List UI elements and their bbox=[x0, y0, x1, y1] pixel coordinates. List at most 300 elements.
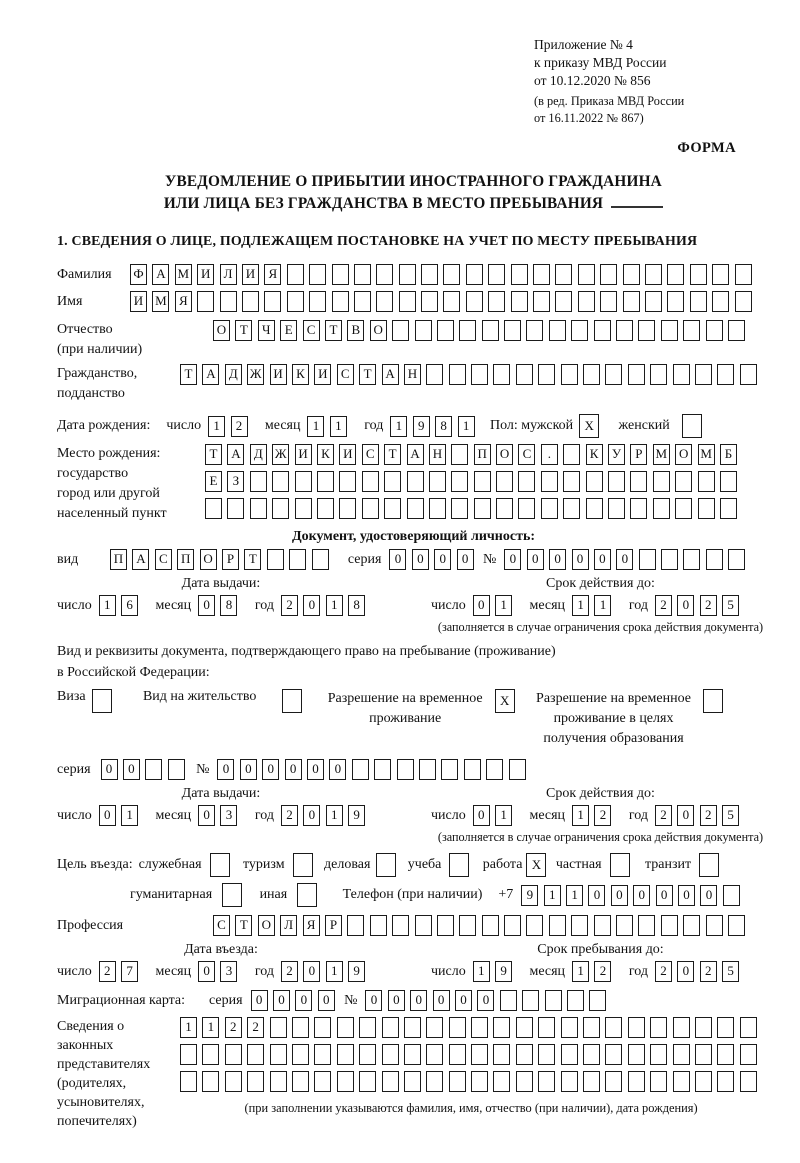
char-box[interactable] bbox=[247, 1044, 264, 1065]
char-box[interactable]: 0 bbox=[527, 549, 544, 570]
char-box[interactable]: 0 bbox=[678, 885, 695, 906]
char-box[interactable] bbox=[645, 264, 662, 285]
char-box[interactable] bbox=[623, 264, 640, 285]
char-box[interactable] bbox=[287, 291, 304, 312]
char-box[interactable] bbox=[675, 471, 692, 492]
char-box[interactable] bbox=[533, 264, 550, 285]
char-box[interactable]: 2 bbox=[594, 805, 611, 826]
char-box[interactable]: 0 bbox=[677, 805, 694, 826]
char-box[interactable] bbox=[561, 364, 578, 385]
char-box[interactable] bbox=[740, 1044, 757, 1065]
char-box[interactable]: 0 bbox=[473, 595, 490, 616]
char-box[interactable] bbox=[518, 471, 535, 492]
char-box[interactable] bbox=[703, 689, 723, 713]
char-box[interactable] bbox=[309, 264, 326, 285]
char-box[interactable] bbox=[347, 915, 364, 936]
char-box[interactable] bbox=[449, 1071, 466, 1092]
char-box[interactable] bbox=[471, 1017, 488, 1038]
char-box[interactable]: П bbox=[110, 549, 127, 570]
char-box[interactable]: З bbox=[227, 471, 244, 492]
char-box[interactable] bbox=[488, 291, 505, 312]
char-box[interactable] bbox=[561, 1071, 578, 1092]
char-box[interactable] bbox=[250, 498, 267, 519]
char-box[interactable] bbox=[437, 320, 454, 341]
char-box[interactable]: 0 bbox=[433, 990, 450, 1011]
char-box[interactable]: С bbox=[362, 444, 379, 465]
char-box[interactable] bbox=[526, 320, 543, 341]
char-box[interactable]: 1 bbox=[458, 416, 475, 437]
char-box[interactable] bbox=[449, 1017, 466, 1038]
char-box[interactable] bbox=[180, 1044, 197, 1065]
char-box[interactable]: 0 bbox=[588, 885, 605, 906]
char-box[interactable] bbox=[740, 364, 757, 385]
char-box[interactable]: И bbox=[197, 264, 214, 285]
char-box[interactable]: 0 bbox=[285, 759, 302, 780]
char-box[interactable]: 0 bbox=[198, 805, 215, 826]
char-box[interactable] bbox=[628, 1071, 645, 1092]
char-box[interactable] bbox=[583, 1044, 600, 1065]
char-box[interactable] bbox=[683, 549, 700, 570]
char-box[interactable] bbox=[583, 364, 600, 385]
char-box[interactable] bbox=[661, 320, 678, 341]
char-box[interactable]: 0 bbox=[455, 990, 472, 1011]
char-box[interactable] bbox=[415, 915, 432, 936]
char-box[interactable] bbox=[352, 759, 369, 780]
char-box[interactable]: А bbox=[227, 444, 244, 465]
char-box[interactable] bbox=[227, 498, 244, 519]
char-box[interactable] bbox=[690, 264, 707, 285]
char-box[interactable] bbox=[728, 320, 745, 341]
char-box[interactable] bbox=[488, 264, 505, 285]
char-box[interactable]: 2 bbox=[231, 416, 248, 437]
char-box[interactable] bbox=[623, 291, 640, 312]
char-box[interactable] bbox=[578, 264, 595, 285]
char-box[interactable] bbox=[538, 1044, 555, 1065]
char-box[interactable]: 8 bbox=[220, 595, 237, 616]
char-box[interactable]: 1 bbox=[202, 1017, 219, 1038]
char-box[interactable]: 1 bbox=[572, 805, 589, 826]
char-box[interactable]: 0 bbox=[473, 805, 490, 826]
char-box[interactable] bbox=[482, 320, 499, 341]
char-box[interactable] bbox=[740, 1071, 757, 1092]
char-box[interactable]: И bbox=[339, 444, 356, 465]
char-box[interactable] bbox=[650, 1017, 667, 1038]
char-box[interactable] bbox=[362, 498, 379, 519]
char-box[interactable] bbox=[661, 915, 678, 936]
char-box[interactable]: 1 bbox=[326, 961, 343, 982]
char-box[interactable]: 1 bbox=[572, 595, 589, 616]
char-box[interactable]: 0 bbox=[410, 990, 427, 1011]
char-box[interactable] bbox=[474, 471, 491, 492]
char-box[interactable] bbox=[682, 414, 702, 438]
char-box[interactable]: 2 bbox=[700, 805, 717, 826]
char-box[interactable] bbox=[376, 264, 393, 285]
char-box[interactable] bbox=[699, 853, 719, 877]
char-box[interactable] bbox=[683, 915, 700, 936]
char-box[interactable] bbox=[518, 498, 535, 519]
char-box[interactable]: С bbox=[303, 320, 320, 341]
char-box[interactable] bbox=[610, 853, 630, 877]
char-box[interactable] bbox=[695, 1071, 712, 1092]
char-box[interactable] bbox=[374, 759, 391, 780]
char-box[interactable]: 1 bbox=[99, 595, 116, 616]
char-box[interactable] bbox=[571, 320, 588, 341]
char-box[interactable] bbox=[706, 915, 723, 936]
char-box[interactable]: 0 bbox=[457, 549, 474, 570]
char-box[interactable]: 7 bbox=[121, 961, 138, 982]
char-box[interactable] bbox=[712, 291, 729, 312]
char-box[interactable]: 1 bbox=[495, 805, 512, 826]
char-box[interactable] bbox=[441, 759, 458, 780]
char-box[interactable] bbox=[639, 549, 656, 570]
char-box[interactable]: Ф bbox=[130, 264, 147, 285]
char-box[interactable] bbox=[628, 1044, 645, 1065]
char-box[interactable] bbox=[247, 1071, 264, 1092]
char-box[interactable] bbox=[92, 689, 112, 713]
char-box[interactable] bbox=[561, 1044, 578, 1065]
char-box[interactable] bbox=[594, 915, 611, 936]
char-box[interactable]: Ж bbox=[272, 444, 289, 465]
char-box[interactable]: О bbox=[496, 444, 513, 465]
char-box[interactable] bbox=[516, 1044, 533, 1065]
char-box[interactable] bbox=[720, 471, 737, 492]
char-box[interactable] bbox=[362, 471, 379, 492]
char-box[interactable]: А bbox=[407, 444, 424, 465]
char-box[interactable] bbox=[429, 498, 446, 519]
char-box[interactable] bbox=[339, 471, 356, 492]
char-box[interactable]: М bbox=[653, 444, 670, 465]
char-box[interactable]: 0 bbox=[123, 759, 140, 780]
char-box[interactable] bbox=[493, 1071, 510, 1092]
char-box[interactable] bbox=[404, 1071, 421, 1092]
char-box[interactable]: И bbox=[314, 364, 331, 385]
char-box[interactable] bbox=[706, 320, 723, 341]
char-box[interactable]: 0 bbox=[388, 990, 405, 1011]
char-box[interactable] bbox=[451, 498, 468, 519]
char-box[interactable] bbox=[628, 1017, 645, 1038]
char-box[interactable]: О bbox=[675, 444, 692, 465]
char-box[interactable] bbox=[426, 364, 443, 385]
char-box[interactable] bbox=[407, 471, 424, 492]
char-box[interactable]: 0 bbox=[303, 961, 320, 982]
char-box[interactable]: 0 bbox=[633, 885, 650, 906]
char-box[interactable] bbox=[496, 471, 513, 492]
char-box[interactable]: 0 bbox=[594, 549, 611, 570]
char-box[interactable] bbox=[555, 264, 572, 285]
char-box[interactable] bbox=[314, 1017, 331, 1038]
char-box[interactable]: С bbox=[155, 549, 172, 570]
char-box[interactable] bbox=[314, 1071, 331, 1092]
char-box[interactable] bbox=[382, 1071, 399, 1092]
char-box[interactable] bbox=[474, 498, 491, 519]
char-box[interactable]: О bbox=[213, 320, 230, 341]
char-box[interactable] bbox=[180, 1071, 197, 1092]
char-box[interactable] bbox=[471, 364, 488, 385]
char-box[interactable] bbox=[225, 1071, 242, 1092]
char-box[interactable] bbox=[282, 689, 302, 713]
char-box[interactable]: А bbox=[132, 549, 149, 570]
char-box[interactable]: 3 bbox=[220, 961, 237, 982]
char-box[interactable]: 8 bbox=[435, 416, 452, 437]
char-box[interactable] bbox=[270, 1044, 287, 1065]
char-box[interactable]: 2 bbox=[594, 961, 611, 982]
char-box[interactable] bbox=[661, 549, 678, 570]
char-box[interactable] bbox=[563, 444, 580, 465]
char-box[interactable]: С bbox=[213, 915, 230, 936]
char-box[interactable] bbox=[404, 1044, 421, 1065]
char-box[interactable] bbox=[667, 291, 684, 312]
char-box[interactable] bbox=[698, 471, 715, 492]
char-box[interactable] bbox=[443, 264, 460, 285]
char-box[interactable] bbox=[493, 1017, 510, 1038]
char-box[interactable] bbox=[399, 291, 416, 312]
char-box[interactable] bbox=[267, 549, 284, 570]
char-box[interactable]: Р bbox=[222, 549, 239, 570]
char-box[interactable] bbox=[145, 759, 162, 780]
char-box[interactable] bbox=[549, 915, 566, 936]
char-box[interactable]: 0 bbox=[198, 595, 215, 616]
char-box[interactable]: 0 bbox=[616, 549, 633, 570]
char-box[interactable]: О bbox=[200, 549, 217, 570]
char-box[interactable] bbox=[511, 264, 528, 285]
char-box[interactable] bbox=[561, 1017, 578, 1038]
char-box[interactable] bbox=[399, 264, 416, 285]
char-box[interactable] bbox=[563, 498, 580, 519]
char-box[interactable] bbox=[712, 264, 729, 285]
char-box[interactable] bbox=[459, 320, 476, 341]
char-box[interactable]: 0 bbox=[477, 990, 494, 1011]
char-box[interactable] bbox=[571, 915, 588, 936]
char-box[interactable] bbox=[421, 264, 438, 285]
char-box[interactable]: В bbox=[347, 320, 364, 341]
char-box[interactable] bbox=[287, 264, 304, 285]
char-box[interactable]: 1 bbox=[473, 961, 490, 982]
char-box[interactable] bbox=[653, 471, 670, 492]
char-box[interactable]: Е bbox=[205, 471, 222, 492]
char-box[interactable] bbox=[486, 759, 503, 780]
char-box[interactable] bbox=[466, 264, 483, 285]
char-box[interactable] bbox=[616, 915, 633, 936]
char-box[interactable] bbox=[464, 759, 481, 780]
char-box[interactable] bbox=[526, 915, 543, 936]
char-box[interactable] bbox=[493, 1044, 510, 1065]
char-box[interactable]: 0 bbox=[329, 759, 346, 780]
char-box[interactable]: М bbox=[698, 444, 715, 465]
char-box[interactable] bbox=[404, 1017, 421, 1038]
char-box[interactable] bbox=[295, 498, 312, 519]
char-box[interactable] bbox=[720, 498, 737, 519]
char-box[interactable] bbox=[471, 1044, 488, 1065]
char-box[interactable] bbox=[225, 1044, 242, 1065]
char-box[interactable] bbox=[168, 759, 185, 780]
char-box[interactable] bbox=[242, 291, 259, 312]
char-box[interactable]: Ж bbox=[247, 364, 264, 385]
char-box[interactable] bbox=[392, 915, 409, 936]
char-box[interactable] bbox=[533, 291, 550, 312]
char-box[interactable] bbox=[354, 291, 371, 312]
char-box[interactable] bbox=[449, 1044, 466, 1065]
char-box[interactable]: 2 bbox=[281, 595, 298, 616]
char-box[interactable] bbox=[549, 320, 566, 341]
char-box[interactable]: 5 bbox=[722, 961, 739, 982]
char-box[interactable] bbox=[717, 1017, 734, 1038]
char-box[interactable] bbox=[449, 364, 466, 385]
char-box[interactable] bbox=[563, 471, 580, 492]
char-box[interactable]: Я bbox=[264, 264, 281, 285]
char-box[interactable]: Т bbox=[359, 364, 376, 385]
char-box[interactable]: Т bbox=[325, 320, 342, 341]
char-box[interactable] bbox=[605, 1044, 622, 1065]
char-box[interactable]: 2 bbox=[247, 1017, 264, 1038]
char-box[interactable]: М bbox=[152, 291, 169, 312]
char-box[interactable]: Я bbox=[303, 915, 320, 936]
char-box[interactable]: 0 bbox=[99, 805, 116, 826]
char-box[interactable]: 0 bbox=[412, 549, 429, 570]
char-box[interactable]: 0 bbox=[307, 759, 324, 780]
char-box[interactable] bbox=[673, 364, 690, 385]
char-box[interactable] bbox=[359, 1017, 376, 1038]
char-box[interactable] bbox=[650, 1071, 667, 1092]
char-box[interactable]: О bbox=[258, 915, 275, 936]
char-box[interactable]: 1 bbox=[180, 1017, 197, 1038]
char-box[interactable] bbox=[289, 549, 306, 570]
char-box[interactable] bbox=[728, 549, 745, 570]
char-box[interactable]: М bbox=[175, 264, 192, 285]
char-box[interactable] bbox=[628, 364, 645, 385]
char-box[interactable]: 1 bbox=[208, 416, 225, 437]
char-box[interactable]: 0 bbox=[549, 549, 566, 570]
char-box[interactable] bbox=[638, 320, 655, 341]
char-box[interactable]: . bbox=[541, 444, 558, 465]
char-box[interactable]: Т bbox=[235, 320, 252, 341]
char-box[interactable] bbox=[451, 444, 468, 465]
char-box[interactable] bbox=[202, 1044, 219, 1065]
char-box[interactable]: С bbox=[337, 364, 354, 385]
char-box[interactable]: Т bbox=[205, 444, 222, 465]
char-box[interactable] bbox=[516, 1071, 533, 1092]
char-box[interactable]: 9 bbox=[348, 961, 365, 982]
char-box[interactable] bbox=[272, 471, 289, 492]
char-box[interactable] bbox=[332, 264, 349, 285]
char-box[interactable] bbox=[482, 915, 499, 936]
char-box[interactable] bbox=[698, 498, 715, 519]
char-box[interactable] bbox=[511, 291, 528, 312]
char-box[interactable]: Т bbox=[180, 364, 197, 385]
char-box[interactable]: 6 bbox=[121, 595, 138, 616]
char-box[interactable] bbox=[376, 853, 396, 877]
char-box[interactable] bbox=[509, 759, 526, 780]
char-box[interactable] bbox=[426, 1071, 443, 1092]
char-box[interactable] bbox=[653, 498, 670, 519]
char-box[interactable]: Т bbox=[244, 549, 261, 570]
char-box[interactable] bbox=[673, 1044, 690, 1065]
char-box[interactable]: 5 bbox=[722, 595, 739, 616]
char-box[interactable]: К bbox=[317, 444, 334, 465]
char-box[interactable] bbox=[695, 1044, 712, 1065]
char-box[interactable]: 0 bbox=[262, 759, 279, 780]
char-box[interactable] bbox=[723, 885, 740, 906]
char-box[interactable]: 5 bbox=[722, 805, 739, 826]
char-box[interactable]: Е bbox=[280, 320, 297, 341]
char-box[interactable] bbox=[522, 990, 539, 1011]
char-box[interactable] bbox=[292, 1044, 309, 1065]
char-box[interactable]: 2 bbox=[700, 961, 717, 982]
char-box[interactable] bbox=[586, 471, 603, 492]
char-box[interactable]: Д bbox=[250, 444, 267, 465]
char-box[interactable]: 0 bbox=[318, 990, 335, 1011]
char-box[interactable]: 0 bbox=[365, 990, 382, 1011]
char-box[interactable]: 0 bbox=[217, 759, 234, 780]
char-box[interactable]: 0 bbox=[389, 549, 406, 570]
char-box[interactable] bbox=[735, 291, 752, 312]
char-box[interactable] bbox=[359, 1071, 376, 1092]
char-box[interactable] bbox=[426, 1017, 443, 1038]
char-box[interactable]: У bbox=[608, 444, 625, 465]
char-box[interactable]: 3 bbox=[220, 805, 237, 826]
char-box[interactable]: X bbox=[579, 414, 599, 438]
char-box[interactable] bbox=[516, 1017, 533, 1038]
char-box[interactable]: П bbox=[474, 444, 491, 465]
char-box[interactable]: 0 bbox=[101, 759, 118, 780]
char-box[interactable]: П bbox=[177, 549, 194, 570]
char-box[interactable] bbox=[264, 291, 281, 312]
char-box[interactable] bbox=[297, 883, 317, 907]
char-box[interactable] bbox=[370, 915, 387, 936]
char-box[interactable] bbox=[270, 1017, 287, 1038]
char-box[interactable] bbox=[545, 990, 562, 1011]
char-box[interactable] bbox=[600, 264, 617, 285]
char-box[interactable] bbox=[220, 291, 237, 312]
char-box[interactable]: 0 bbox=[611, 885, 628, 906]
char-box[interactable]: 0 bbox=[303, 805, 320, 826]
char-box[interactable]: 2 bbox=[281, 805, 298, 826]
char-box[interactable] bbox=[205, 498, 222, 519]
char-box[interactable] bbox=[717, 1071, 734, 1092]
char-box[interactable]: 9 bbox=[521, 885, 538, 906]
char-box[interactable] bbox=[397, 759, 414, 780]
char-box[interactable]: И bbox=[295, 444, 312, 465]
char-box[interactable] bbox=[376, 291, 393, 312]
char-box[interactable]: Я bbox=[175, 291, 192, 312]
char-box[interactable] bbox=[555, 291, 572, 312]
char-box[interactable] bbox=[500, 990, 517, 1011]
char-box[interactable] bbox=[292, 1071, 309, 1092]
char-box[interactable] bbox=[382, 1017, 399, 1038]
char-box[interactable]: 9 bbox=[413, 416, 430, 437]
char-box[interactable] bbox=[608, 471, 625, 492]
char-box[interactable]: А bbox=[382, 364, 399, 385]
char-box[interactable]: 2 bbox=[655, 805, 672, 826]
char-box[interactable] bbox=[695, 364, 712, 385]
char-box[interactable] bbox=[538, 1017, 555, 1038]
char-box[interactable] bbox=[504, 320, 521, 341]
char-box[interactable] bbox=[426, 1044, 443, 1065]
char-box[interactable] bbox=[630, 471, 647, 492]
char-box[interactable] bbox=[359, 1044, 376, 1065]
char-box[interactable]: 1 bbox=[326, 595, 343, 616]
char-box[interactable] bbox=[496, 498, 513, 519]
char-box[interactable] bbox=[538, 1071, 555, 1092]
char-box[interactable] bbox=[210, 853, 230, 877]
char-box[interactable] bbox=[605, 1071, 622, 1092]
char-box[interactable] bbox=[645, 291, 662, 312]
char-box[interactable] bbox=[567, 990, 584, 1011]
char-box[interactable]: 0 bbox=[434, 549, 451, 570]
char-box[interactable]: Н bbox=[404, 364, 421, 385]
char-box[interactable] bbox=[354, 264, 371, 285]
char-box[interactable]: 0 bbox=[700, 885, 717, 906]
char-box[interactable] bbox=[589, 990, 606, 1011]
